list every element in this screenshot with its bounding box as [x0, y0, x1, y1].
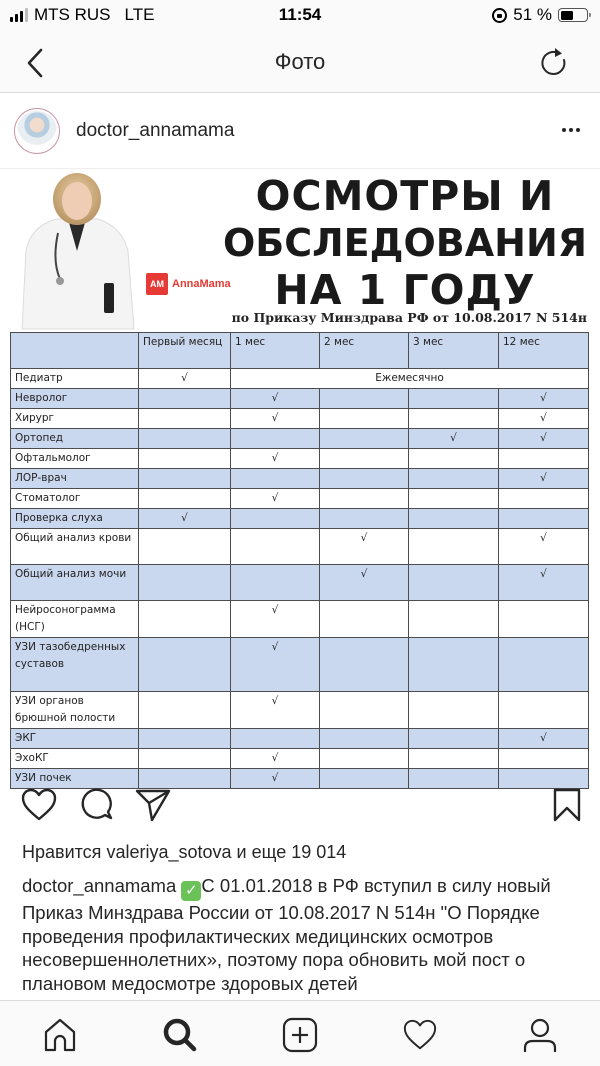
profile-icon	[522, 1017, 558, 1053]
post-header	[0, 94, 600, 168]
tab-search[interactable]	[162, 1017, 198, 1053]
table-cell: √	[499, 529, 589, 565]
row-label: Офтальмолог	[11, 449, 139, 469]
table-row	[11, 729, 589, 749]
home-icon	[42, 1017, 78, 1053]
row-label: Общий анализ крови	[11, 529, 139, 565]
save-button[interactable]	[548, 786, 586, 824]
row-label: УЗИ тазобедренных суставов	[11, 638, 139, 692]
table-cell: √	[499, 565, 589, 601]
table-row	[11, 509, 589, 529]
status-bar	[0, 0, 600, 32]
table-body	[11, 369, 589, 789]
table-cell	[320, 509, 409, 529]
table-cell	[139, 389, 231, 409]
table-cell	[320, 449, 409, 469]
comment-button[interactable]	[78, 786, 116, 824]
table-cell: √	[231, 749, 320, 769]
headline-line-2: ОБСЛЕДОВАНИЯ	[222, 221, 588, 265]
column-header: Первый месяц	[139, 333, 231, 369]
table-row	[11, 692, 589, 729]
battery-icon	[558, 8, 588, 22]
table-cell: √	[499, 729, 589, 749]
table-cell	[320, 638, 409, 692]
table-cell	[320, 749, 409, 769]
table-cell: √	[231, 638, 320, 692]
table-cell	[320, 692, 409, 729]
heart-icon	[402, 1017, 438, 1053]
table-header-row	[11, 333, 589, 369]
image-headline	[220, 173, 590, 314]
row-label: Хирург	[11, 409, 139, 429]
check-emoji-icon: ✓	[181, 881, 201, 901]
row-label: ЭКГ	[11, 729, 139, 749]
table-cell	[499, 489, 589, 509]
post-caption	[22, 874, 582, 998]
column-header: 1 мес	[231, 333, 320, 369]
row-label: Проверка слуха	[11, 509, 139, 529]
row-label: Общий анализ мочи	[11, 565, 139, 601]
table-cell: √	[231, 692, 320, 729]
tab-new-post[interactable]	[282, 1017, 318, 1053]
row-label: Стоматолог	[11, 489, 139, 509]
search-icon	[162, 1017, 198, 1053]
table-cell: √	[231, 409, 320, 429]
table-cell	[499, 601, 589, 638]
table-cell	[139, 489, 231, 509]
table-cell	[231, 429, 320, 449]
table-cell	[231, 565, 320, 601]
heart-outline-icon	[20, 786, 58, 824]
annamama-logo	[146, 273, 231, 295]
likes-prefix: Нравится	[22, 842, 102, 862]
table-row	[11, 638, 589, 692]
table-row	[11, 565, 589, 601]
refresh-button[interactable]	[538, 46, 570, 78]
table-cell	[409, 469, 499, 489]
table-cell	[320, 389, 409, 409]
table-cell	[139, 449, 231, 469]
table-cell: √	[499, 429, 589, 449]
clock: 11:54	[278, 5, 322, 24]
table-cell	[231, 729, 320, 749]
table-cell	[320, 409, 409, 429]
table-cell	[231, 529, 320, 565]
table-cell	[409, 729, 499, 749]
table-cell	[409, 565, 499, 601]
table-cell	[409, 489, 499, 509]
table-cell	[320, 429, 409, 449]
table-cell: √	[499, 389, 589, 409]
table-cell	[409, 449, 499, 469]
doctor-photo	[12, 171, 142, 329]
table-cell	[320, 729, 409, 749]
table-row	[11, 469, 589, 489]
more-options-button[interactable]	[562, 128, 580, 132]
post-image[interactable]	[0, 168, 600, 784]
table-cell	[231, 469, 320, 489]
likes-summary[interactable]	[22, 842, 346, 863]
table-cell	[409, 749, 499, 769]
table-row	[11, 449, 589, 469]
table-cell: √	[231, 601, 320, 638]
row-label: ЭхоКГ	[11, 749, 139, 769]
table-cell	[499, 749, 589, 769]
table-cell	[139, 749, 231, 769]
tab-activity[interactable]	[402, 1017, 438, 1053]
logo-mark: AM	[146, 273, 168, 295]
table-cell	[409, 601, 499, 638]
headline-line-3: НА 1 ГОДУ	[274, 266, 536, 314]
table-cell: √	[409, 429, 499, 449]
tab-bar	[0, 1000, 600, 1066]
row-label: Невролог	[11, 389, 139, 409]
exam-schedule-table	[10, 332, 589, 789]
post-actions	[0, 786, 600, 826]
logo-text: AnnaMama	[172, 278, 231, 290]
post-username[interactable]: doctor_annamama	[76, 120, 235, 141]
column-header: 12 мес	[499, 333, 589, 369]
bookmark-icon	[548, 786, 586, 824]
table-cell: √	[231, 449, 320, 469]
table-cell	[499, 449, 589, 469]
table-cell	[139, 565, 231, 601]
table-cell: √	[499, 469, 589, 489]
row-label: УЗИ органов брюшной полости	[11, 692, 139, 729]
row-label: Педиатр	[11, 369, 139, 389]
column-header: 2 мес	[320, 333, 409, 369]
table-cell	[139, 409, 231, 429]
network-label: LTE	[124, 5, 155, 24]
battery-percent: 51 %	[513, 5, 552, 24]
refresh-icon	[538, 46, 570, 78]
table-cell	[139, 529, 231, 565]
table-row	[11, 369, 589, 389]
table-row	[11, 429, 589, 449]
table-cell: √	[139, 369, 231, 389]
table-cell	[139, 638, 231, 692]
caption-username[interactable]: doctor_annamama	[22, 875, 177, 896]
headline-line-1: ОСМОТРЫ И	[255, 172, 555, 220]
orientation-lock-icon	[492, 8, 507, 23]
table-cell	[499, 692, 589, 729]
row-label: УЗИ почек	[11, 769, 139, 789]
table-row	[11, 389, 589, 409]
status-right	[492, 5, 588, 25]
table-cell	[320, 489, 409, 509]
table-row	[11, 749, 589, 769]
table-row	[11, 601, 589, 638]
like-button[interactable]	[20, 786, 58, 824]
table-cell	[499, 509, 589, 529]
comment-icon	[78, 786, 116, 824]
table-cell	[409, 389, 499, 409]
table-cell	[320, 601, 409, 638]
avatar[interactable]	[14, 108, 60, 154]
table-cell	[409, 692, 499, 729]
carrier-label: MTS RUS	[34, 5, 111, 24]
image-subtitle: по Приказу Минздрава РФ от 10.08.2017 N 514н	[231, 310, 587, 325]
table-cell: √	[499, 409, 589, 429]
table-cell: √	[320, 565, 409, 601]
tab-profile[interactable]	[522, 1017, 558, 1053]
table-row	[11, 489, 589, 509]
table-cell	[320, 469, 409, 489]
likes-suffix[interactable]: и еще 19 014	[236, 842, 347, 862]
table-cell-monthly: Ежемесячно	[231, 369, 589, 389]
table-cell: √	[320, 529, 409, 565]
row-label: Нейросонограмма (НСГ)	[11, 601, 139, 638]
paper-plane-icon	[134, 786, 172, 824]
likes-user[interactable]: valeriya_sotova	[106, 842, 232, 862]
tab-home[interactable]	[42, 1017, 78, 1053]
row-label: ЛОР-врач	[11, 469, 139, 489]
table-cell	[409, 638, 499, 692]
column-header: 3 мес	[409, 333, 499, 369]
table-cell	[231, 509, 320, 529]
table-cell	[139, 729, 231, 749]
table-cell	[139, 429, 231, 449]
table-cell	[139, 601, 231, 638]
nav-bar	[0, 32, 600, 93]
table-cell	[139, 692, 231, 729]
table-cell	[139, 469, 231, 489]
table-row	[11, 529, 589, 565]
plus-square-icon	[282, 1017, 318, 1053]
table-cell	[409, 509, 499, 529]
more-horizontal-icon	[562, 128, 566, 132]
table-cell: √	[139, 509, 231, 529]
table-cell	[409, 529, 499, 565]
table-cell	[409, 409, 499, 429]
caption-text: С 01.01.2018 в РФ вступил в силу новый Приказ Минздрава России от 10.08.2017 N 514н "О Порядке проведения профилактических медицинских осмотров несовершеннолетних», поэтому пора обновить мой пост о плановом медосмотре здоровых детей	[22, 875, 551, 994]
table-cell: √	[231, 389, 320, 409]
page-title: Фото	[274, 49, 326, 74]
table-cell: √	[231, 769, 320, 789]
share-button[interactable]	[134, 786, 172, 824]
column-header	[11, 333, 139, 369]
table-row	[11, 409, 589, 429]
row-label: Ортопед	[11, 429, 139, 449]
table-cell	[499, 638, 589, 692]
table-cell: √	[231, 489, 320, 509]
